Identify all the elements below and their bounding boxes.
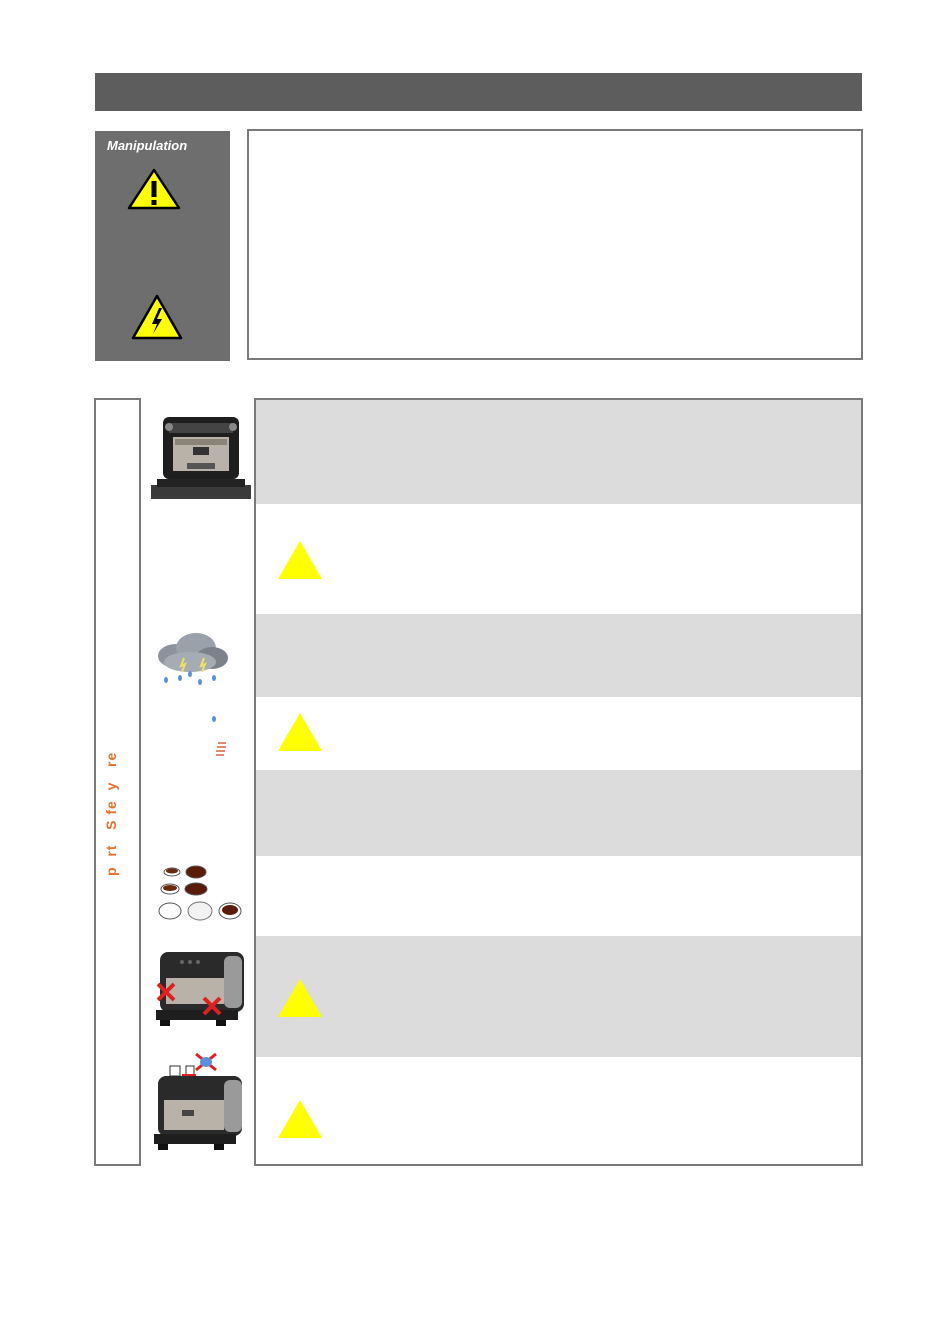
warning-triangle-icon	[277, 978, 323, 1018]
row-6	[256, 856, 861, 936]
manipulation-panel	[95, 131, 230, 361]
row-2	[256, 504, 861, 614]
machine-top-forbidden-objects-image	[152, 1052, 246, 1150]
machine-forbidden-parts-image	[152, 948, 246, 1028]
warning-triangle-icon	[277, 540, 323, 580]
electric-hazard-icon	[131, 294, 183, 340]
warning-general-icon	[127, 168, 181, 210]
row-8	[256, 1057, 861, 1166]
coffee-cups-image	[158, 863, 244, 923]
manipulation-text-box	[247, 129, 863, 360]
row-1	[256, 400, 861, 504]
warning-triangle-icon	[277, 1099, 323, 1139]
coffee-machine-on-base-image	[149, 413, 253, 501]
row-7	[256, 936, 861, 1057]
header-bar	[95, 73, 862, 111]
row-3	[256, 614, 861, 697]
side-column: p rt S fe y re	[94, 398, 141, 1166]
row-5	[256, 770, 861, 856]
row-4	[256, 697, 861, 770]
rain-cloud-icon	[154, 628, 232, 690]
manipulation-title: Manipulation	[107, 138, 188, 153]
warning-triangle-icon	[277, 712, 323, 752]
safety-content-box	[254, 398, 863, 1166]
drip-icon	[208, 713, 230, 759]
